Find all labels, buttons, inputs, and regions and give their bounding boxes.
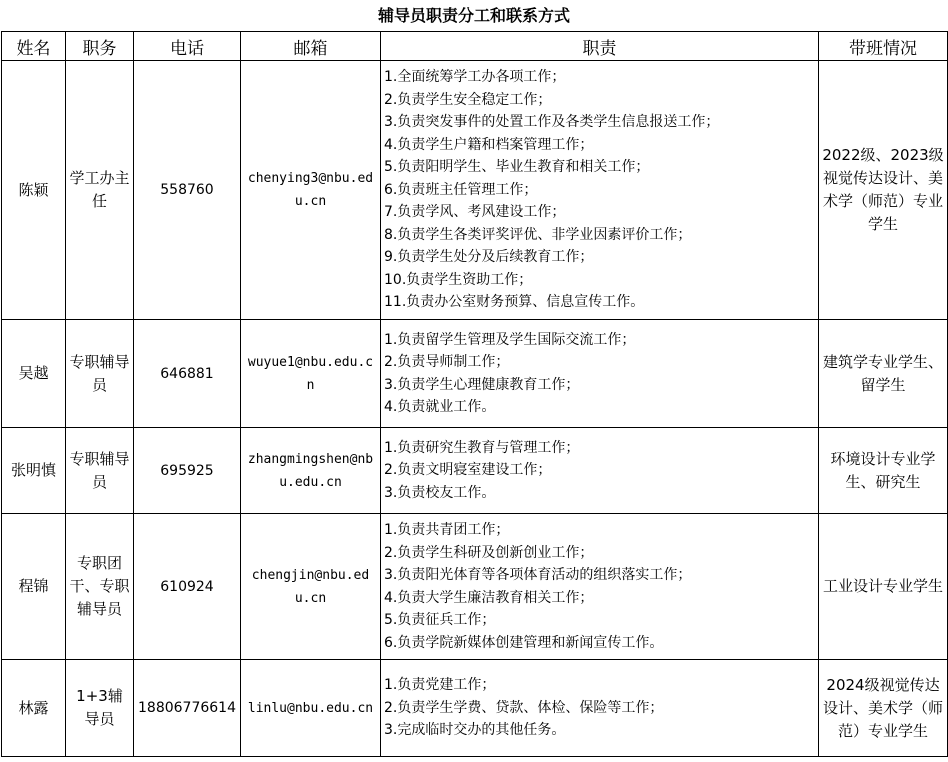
counselor-position: 专职团干、专职辅导员 xyxy=(66,514,134,660)
counselor-name: 林露 xyxy=(2,660,66,757)
duty-item: 1.负责共青团工作； xyxy=(384,522,510,538)
table-row xyxy=(2,61,948,320)
document-title: 辅导员职责分工和联系方式 xyxy=(377,6,570,25)
duty-item: 3.负责学生心理健康教育工作； xyxy=(384,376,580,393)
duty-item: 11.负责办公室财务预算、信息宣传工作。 xyxy=(384,294,645,311)
class-assignment: 环境设计专业学生、研究生 xyxy=(819,428,948,514)
duty-item: 5.负责阳明学生、毕业生教育和相关工作； xyxy=(384,159,650,176)
table-row xyxy=(2,660,948,757)
header-email: 邮箱 xyxy=(241,32,381,61)
table-row xyxy=(2,514,948,660)
duty-item: 4.负责就业工作。 xyxy=(384,399,496,415)
duty-item: 2.负责导师制工作； xyxy=(384,354,510,370)
duty-item: 4.负责学生户籍和档案管理工作； xyxy=(384,136,594,153)
counselor-name: 程锦 xyxy=(2,514,66,660)
table-row xyxy=(2,428,948,514)
counselor-position: 学工办主任 xyxy=(66,61,134,320)
counselor-position: 专职辅导员 xyxy=(66,320,134,428)
counselor-email: chenying3@nbu.edu.cn xyxy=(241,61,381,320)
class-assignment: 建筑学专业学生、留学生 xyxy=(819,320,948,428)
counselor-name: 吴越 xyxy=(2,320,66,428)
duty-item: 2.负责学生科研及创新创业工作； xyxy=(384,544,594,561)
counselor-phone: 695925 xyxy=(134,428,241,514)
counselor-phone: 610924 xyxy=(134,514,241,660)
duty-item: 3.负责阳光体育等各项体育活动的组织落实工作； xyxy=(384,567,692,583)
duty-item: 6.负责学院新媒体创建管理和新闻宣传工作。 xyxy=(384,634,664,651)
duty-item: 6.负责班主任管理工作； xyxy=(384,181,538,198)
table-row xyxy=(2,320,948,428)
counselor-position: 专职辅导员 xyxy=(66,428,134,514)
duty-item: 2.负责学生安全稳定工作； xyxy=(384,91,552,108)
class-assignment: 2022级、2023级视觉传达设计、美术学（师范）专业学生 xyxy=(819,61,948,320)
counselor-email: linlu@nbu.edu.cn xyxy=(241,660,381,757)
counselor-email: wuyue1@nbu.edu.cn xyxy=(241,320,381,428)
duty-item: 1.负责党建工作； xyxy=(384,677,496,694)
class-assignment: 2024级视觉传达设计、美术学（师范）专业学生 xyxy=(819,660,948,757)
duty-item: 1.负责研究生教育与管理工作； xyxy=(384,439,580,456)
counselor-phone: 558760 xyxy=(134,61,241,320)
duty-item: 5.负责征兵工作； xyxy=(384,612,496,628)
duty-list xyxy=(381,660,819,757)
duty-item: 1.负责留学生管理及学生国际交流工作； xyxy=(384,331,636,348)
counselor-position: 1+3辅导员 xyxy=(66,660,134,757)
duty-list xyxy=(381,514,819,660)
duty-list xyxy=(381,320,819,428)
header-name: 姓名 xyxy=(2,32,66,61)
header-duties: 职责 xyxy=(381,32,819,61)
duty-item: 4.负责大学生廉洁教育相关工作； xyxy=(384,589,594,606)
class-assignment: 工业设计专业学生 xyxy=(819,514,948,660)
counselor-email: chengjin@nbu.edu.cn xyxy=(241,514,381,660)
counselor-name: 张明慎 xyxy=(2,428,66,514)
counselor-phone: 646881 xyxy=(134,320,241,428)
counselor-duty-table xyxy=(1,31,948,757)
counselor-email: zhangmingshen@nbu.edu.cn xyxy=(241,428,381,514)
table-header-row xyxy=(2,32,948,61)
counselor-name: 陈颖 xyxy=(2,61,66,320)
header-classes: 带班情况 xyxy=(819,32,948,61)
header-position: 职务 xyxy=(66,32,134,61)
duty-item: 3.负责校友工作。 xyxy=(384,484,496,501)
duty-item: 8.负责学生各类评奖评优、非学业因素评价工作； xyxy=(384,226,692,243)
header-phone: 电话 xyxy=(134,32,241,61)
duty-item: 2.负责学生学费、贷款、体检、保险等工作； xyxy=(384,699,664,716)
duty-item: 9.负责学生处分及后续教育工作； xyxy=(384,249,594,266)
duty-list xyxy=(381,61,819,320)
duty-item: 7.负责学风、考风建设工作； xyxy=(384,204,566,221)
counselor-phone: 18806776614 xyxy=(134,660,241,757)
duty-item: 2.负责文明寝室建设工作； xyxy=(384,462,552,479)
duty-item: 3.负责突发事件的处置工作及各类学生信息报送工作； xyxy=(384,114,720,131)
duty-item: 10.负责学生资助工作； xyxy=(384,271,533,288)
duty-item: 1.全面统筹学工办各项工作； xyxy=(384,69,566,86)
duty-item: 3.完成临时交办的其他任务。 xyxy=(384,722,566,739)
duty-list xyxy=(381,428,819,514)
